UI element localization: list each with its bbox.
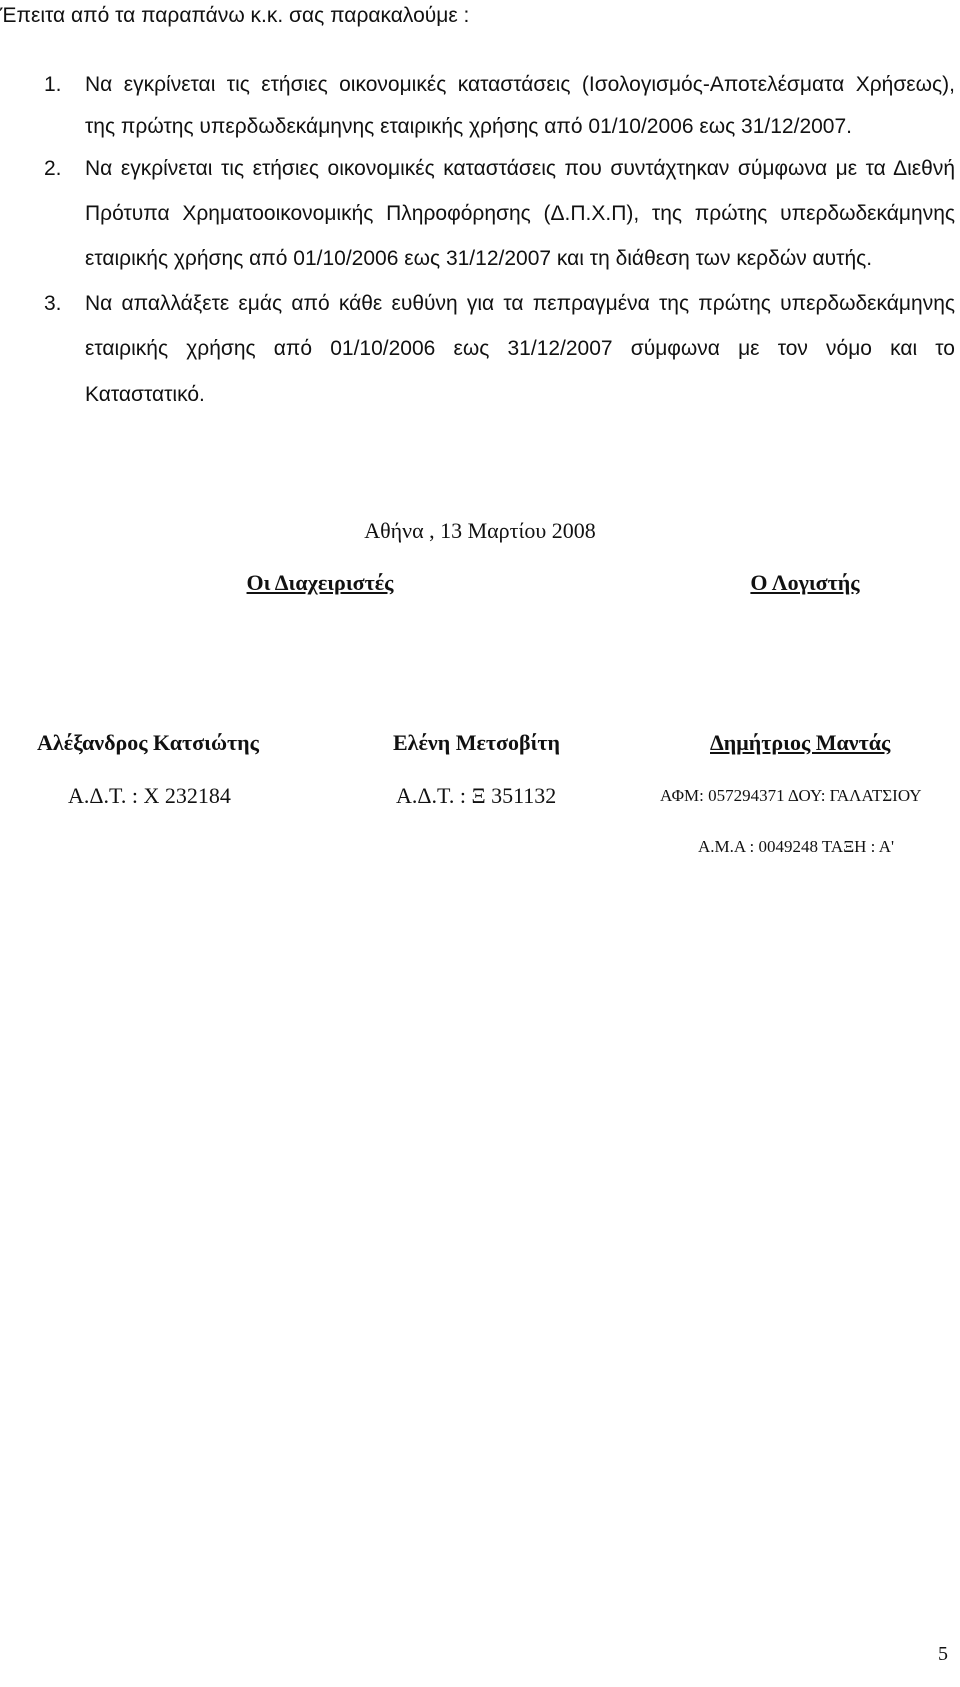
item-3-line-1: Να απαλλάξετε εμάς από κάθε ευθύνη για τα πεπραγμένα της πρώτης υπερδωδεκάμηνης	[85, 292, 955, 315]
item-1-line-1: Να εγκρίνεται τις ετήσιες οικονομικές καταστάσεις (Ισολογισμός-Αποτελέσματα Χρήσεως),	[85, 73, 955, 96]
item-2-number: 2.	[44, 157, 62, 180]
item-3-line-2: εταιρικής χρήσης από 01/10/2006 εως 31/12/2007 σύμφωνα με τον νόμο και το	[85, 337, 955, 360]
signatory-name-3: Δημήτριος Μαντάς	[710, 730, 891, 755]
item-3-number: 3.	[44, 292, 62, 315]
signatory-id-1: Α.Δ.Τ. : Χ 232184	[68, 783, 231, 808]
item-2-line-2: Πρότυπα Χρηματοοικονομικής Πληροφόρησης (Δ.Π.Χ.Π), της πρώτης υπερδωδεκάμηνης	[85, 202, 955, 225]
item-2-line-3: εταιρικής χρήσης από 01/10/2006 εως 31/12/2007 και τη διάθεση των κερδών αυτής.	[85, 247, 873, 270]
signatory-registration-3: Α.Μ.Α : 0049248 ΤΑΞΗ : Α'	[698, 837, 895, 856]
signatory-id-2: Α.Δ.Τ. : Ξ 351132	[396, 783, 557, 808]
signatory-name-2: Ελένη Μετσοβίτη	[393, 730, 561, 755]
heading-managers: Οι Διαχειριστές	[246, 570, 394, 595]
item-3-line-3: Καταστατικό.	[85, 383, 205, 406]
intro-text: Έπειτα από τα παραπάνω κ.κ. σας παρακαλούμε :	[0, 4, 470, 27]
signatory-name-1: Αλέξανδρος Κατσιώτης	[37, 730, 259, 755]
page-number: 5	[938, 1643, 948, 1665]
signatory-tax-id-3: ΑΦΜ: 057294371 ΔΟΥ: ΓΑΛΑΤΣΙΟΥ	[660, 786, 922, 805]
item-1-line-2: της πρώτης υπερδωδεκάμηνης εταιρικής χρήσης από 01/10/2006 εως 31/12/2007.	[85, 115, 852, 138]
place-date: Αθήνα , 13 Μαρτίου 2008	[364, 518, 596, 543]
item-2-line-1: Να εγκρίνεται τις ετήσιες οικονομικές καταστάσεις που συντάχτηκαν σύμφωνα με τα Διεθνή	[85, 157, 955, 180]
heading-accountant: Ο Λογιστής	[750, 570, 860, 595]
item-1-number: 1.	[44, 73, 62, 96]
